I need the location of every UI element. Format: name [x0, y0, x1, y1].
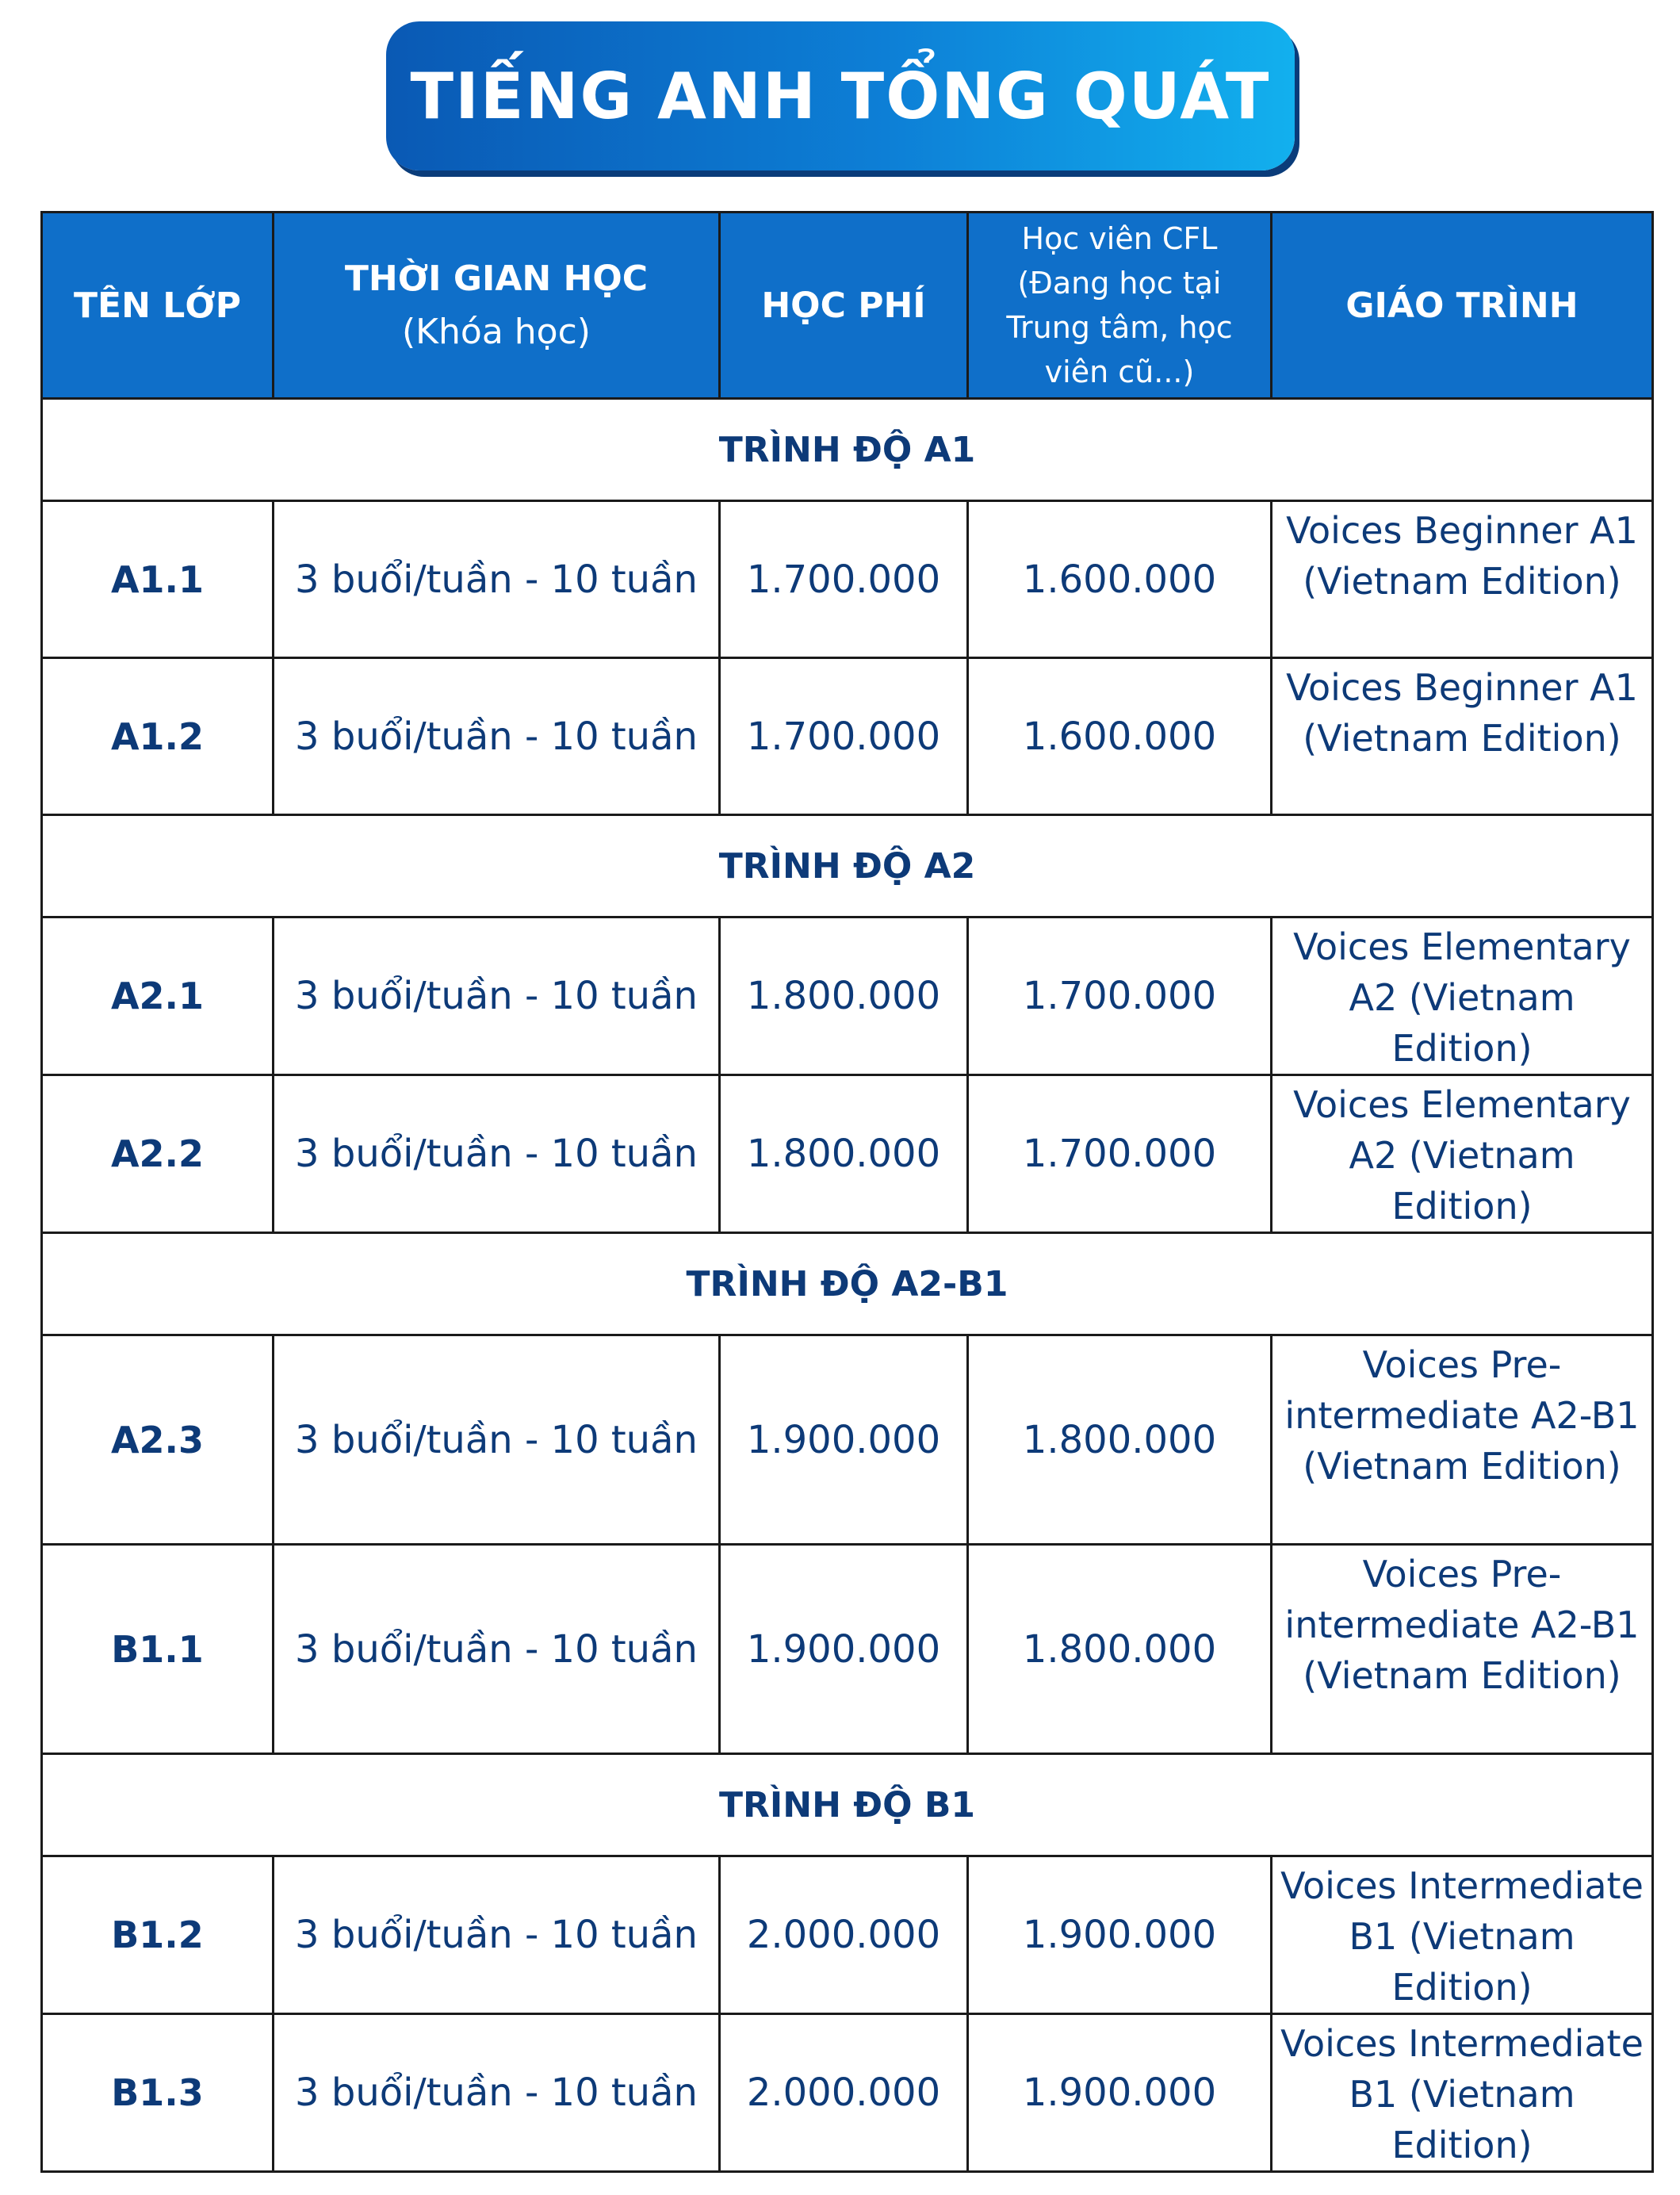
class-fee: 2.000.000 [720, 2014, 968, 2172]
class-fee: 1.900.000 [720, 1545, 968, 1754]
class-fee: 1.900.000 [720, 1335, 968, 1545]
header-duration-sub: (Khóa học) [402, 312, 591, 352]
table-row [42, 917, 1653, 1075]
class-cfl-fee: 1.900.000 [968, 2014, 1272, 2172]
class-fee: 1.800.000 [720, 917, 968, 1075]
level-row-a2 [42, 815, 1653, 917]
table-row [42, 1856, 1653, 2014]
fee-table [40, 211, 1654, 2173]
class-cfl-fee: 1.700.000 [968, 1075, 1272, 1233]
level-label: TRÌNH ĐỘ B1 [42, 1754, 1653, 1856]
class-code: A2.2 [42, 1075, 274, 1233]
header-duration: THỜI GIAN HỌC (Khóa học) [274, 213, 720, 399]
class-code: A1.2 [42, 658, 274, 815]
table-row [42, 1335, 1653, 1545]
header-cfl-fee: Học viên CFL (Đang học tại Trung tâm, học viên cũ...) [968, 213, 1272, 399]
header-textbook: GIÁO TRÌNH [1272, 213, 1653, 399]
class-code: A2.1 [42, 917, 274, 1075]
table-row [42, 1075, 1653, 1233]
class-textbook: Voices Pre-intermediate A2-B1 (Vietnam Edition) [1272, 1335, 1653, 1545]
class-textbook: Voices Beginner A1 (Vietnam Edition) [1272, 658, 1653, 815]
table-row [42, 2014, 1653, 2172]
class-fee: 1.700.000 [720, 501, 968, 658]
class-cfl-fee: 1.900.000 [968, 1856, 1272, 2014]
class-code: A1.1 [42, 501, 274, 658]
class-code: A2.3 [42, 1335, 274, 1545]
class-cfl-fee: 1.600.000 [968, 501, 1272, 658]
class-duration: 3 buổi/tuần - 10 tuần [274, 658, 720, 815]
class-cfl-fee: 1.800.000 [968, 1545, 1272, 1754]
class-code: B1.2 [42, 1856, 274, 2014]
class-textbook: Voices Intermediate B1 (Vietnam Edition) [1272, 1856, 1653, 2014]
header-fee: HỌC PHÍ [720, 213, 968, 399]
level-row-a1 [42, 399, 1653, 501]
class-duration: 3 buổi/tuần - 10 tuần [274, 917, 720, 1075]
class-duration: 3 buổi/tuần - 10 tuần [274, 1335, 720, 1545]
class-textbook: Voices Elementary A2 (Vietnam Edition) [1272, 1075, 1653, 1233]
page-title: TIẾNG ANH TỔNG QUÁT [410, 59, 1271, 133]
level-label: TRÌNH ĐỘ A1 [42, 399, 1653, 501]
class-duration: 3 buổi/tuần - 10 tuần [274, 501, 720, 658]
class-duration: 3 buổi/tuần - 10 tuần [274, 1075, 720, 1233]
level-label: TRÌNH ĐỘ A2-B1 [42, 1233, 1653, 1335]
header-row [42, 213, 1653, 399]
level-row-b1 [42, 1754, 1653, 1856]
class-duration: 3 buổi/tuần - 10 tuần [274, 1545, 720, 1754]
table-row [42, 501, 1653, 658]
level-label: TRÌNH ĐỘ A2 [42, 815, 1653, 917]
class-code: B1.1 [42, 1545, 274, 1754]
class-fee: 1.700.000 [720, 658, 968, 815]
class-code: B1.3 [42, 2014, 274, 2172]
class-textbook: Voices Beginner A1 (Vietnam Edition) [1272, 501, 1653, 658]
class-cfl-fee: 1.600.000 [968, 658, 1272, 815]
header-class-name: TÊN LỚP [42, 213, 274, 399]
class-fee: 1.800.000 [720, 1075, 968, 1233]
class-duration: 3 buổi/tuần - 10 tuần [274, 2014, 720, 2172]
class-cfl-fee: 1.800.000 [968, 1335, 1272, 1545]
class-textbook: Voices Pre-intermediate A2-B1 (Vietnam Edition) [1272, 1545, 1653, 1754]
table-row [42, 1545, 1653, 1754]
class-cfl-fee: 1.700.000 [968, 917, 1272, 1075]
class-fee: 2.000.000 [720, 1856, 968, 2014]
class-textbook: Voices Intermediate B1 (Vietnam Edition) [1272, 2014, 1653, 2172]
class-duration: 3 buổi/tuần - 10 tuần [274, 1856, 720, 2014]
class-textbook: Voices Elementary A2 (Vietnam Edition) [1272, 917, 1653, 1075]
level-row-a2-b1 [42, 1233, 1653, 1335]
title-banner [386, 21, 1295, 170]
table-row [42, 658, 1653, 815]
